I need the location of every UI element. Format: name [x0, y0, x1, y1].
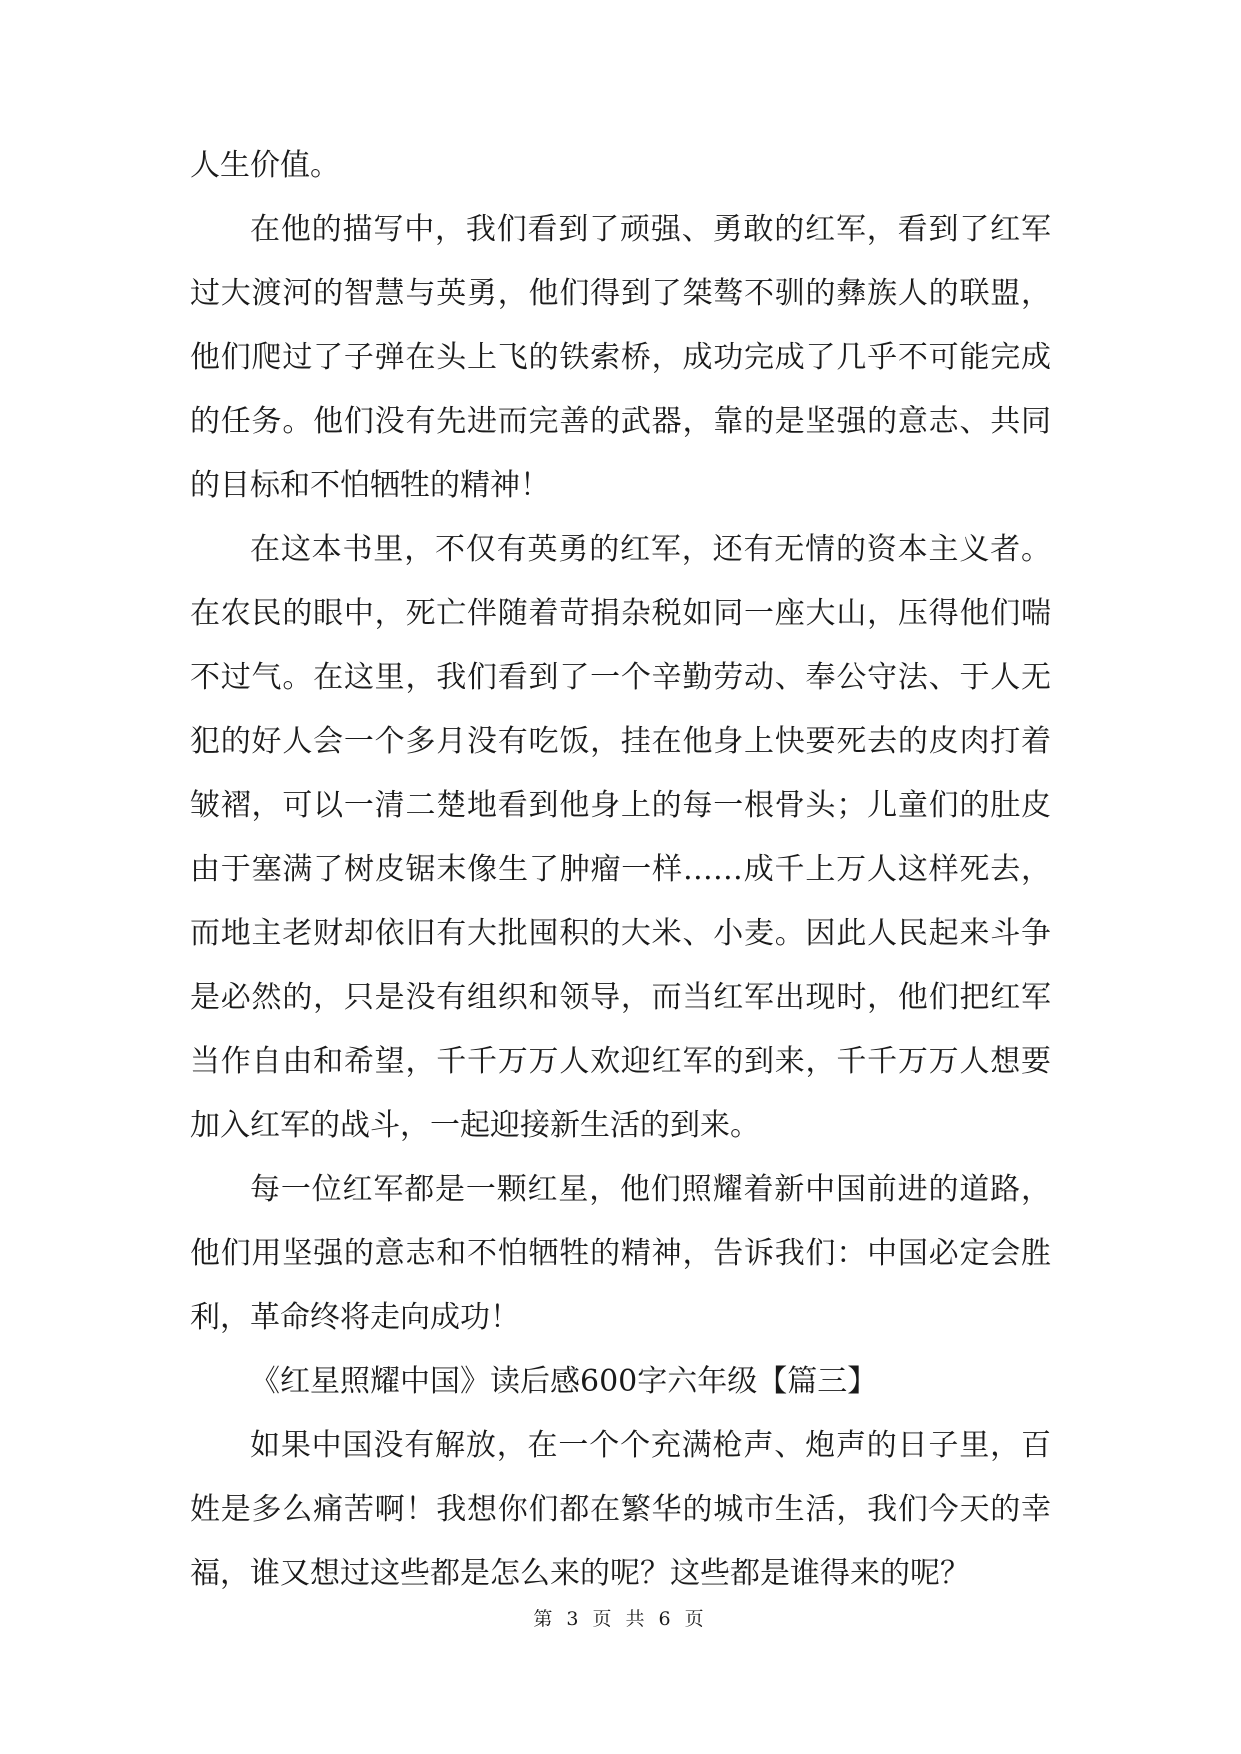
paragraph-2: 在他的描写中，我们看到了顽强、勇敢的红军，看到了红军过大渡河的智慧与英勇，他们得到了桀骜不驯的彝族人的联盟，他们爬过了子弹在头上飞的铁索桥，成功完成了几乎不可能完成的任务。他们没有先进而完善的武器，靠的是坚强的意志、共同的目标和不怕牺牲的精神！	[190, 212, 1051, 503]
paragraph-1: 人生价值。	[190, 148, 340, 183]
body-text	[190, 134, 1051, 1606]
section-heading: 《红星照耀中国》读后感600字六年级【篇三】	[250, 1364, 878, 1399]
page-footer: 第 3 页 共 6 页	[533, 1608, 708, 1630]
paragraph-4: 每一位红军都是一颗红星，他们照耀着新中国前进的道路，他们用坚强的意志和不怕牺牲的精神，告诉我们：中国必定会胜利，革命终将走向成功！	[190, 1172, 1051, 1335]
paragraph-3: 在这本书里，不仅有英勇的红军，还有无情的资本主义者。在农民的眼中，死亡伴随着苛捐杂税如同一座大山，压得他们喘不过气。在这里，我们看到了一个辛勤劳动、奉公守法、于人无犯的好人会一个多月没有吃饭，挂在他身上快要死去的皮肉打着皱褶，可以一清二楚地看到他身上的每一根骨头；儿童们的肚皮由于塞满了树皮锯末像生了肿瘤一样……成千上万人这样死去，而地主老财却依旧有大批囤积的大米、小麦。因此人民起来斗争是必然的，只是没有组织和领导，而当红军出现时，他们把红军当作自由和希望，千千万万人欢迎红军的到来，千千万万人想要加入红军的战斗，一起迎接新生活的到来。	[190, 532, 1051, 1143]
paragraph-5: 如果中国没有解放，在一个个充满枪声、炮声的日子里，百姓是多么痛苦啊！我想你们都在繁华的城市生活，我们今天的幸福，谁又想过这些都是怎么来的呢？这些都是谁得来的呢？	[190, 1428, 1051, 1591]
